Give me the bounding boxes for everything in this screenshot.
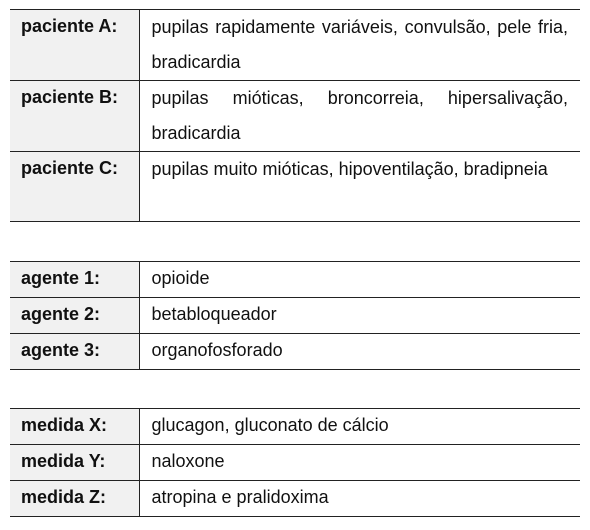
agentes-table <box>10 261 580 370</box>
table-row <box>10 334 580 370</box>
table-row <box>10 152 580 222</box>
agente-2-label: agente 2: <box>10 298 139 334</box>
medida-y-value: naloxone <box>151 451 225 471</box>
table-row <box>10 262 580 298</box>
medidas-table <box>10 408 580 517</box>
medida-x-value: glucagon, gluconato de cálcio <box>151 415 389 435</box>
agente-3-value: organofosforado <box>151 340 283 360</box>
paciente-b-label: paciente B: <box>10 81 139 152</box>
agente-2-value: betabloqueador <box>151 304 277 324</box>
table-row <box>10 298 580 334</box>
agente-1-value: opioide <box>151 268 210 288</box>
medida-z-value: atropina e pralidoxima <box>151 487 329 507</box>
agente-3-label: agente 3: <box>10 334 139 370</box>
medida-x-label: medida X: <box>10 409 139 445</box>
paciente-a-value: pupilas rapidamente variáveis, convulsão, pele fria, bradicardia <box>151 17 568 72</box>
table-row <box>10 481 580 517</box>
table-row <box>10 10 580 81</box>
paciente-a-label: paciente A: <box>10 10 139 81</box>
table-row <box>10 445 580 481</box>
medida-y-label: medida Y: <box>10 445 139 481</box>
medida-z-label: medida Z: <box>10 481 139 517</box>
pacientes-table <box>10 9 580 222</box>
paciente-c-value: pupilas muito mióticas, hipoventilação, bradipneia <box>151 159 548 179</box>
table-row <box>10 81 580 152</box>
paciente-c-label: paciente C: <box>10 152 139 222</box>
paciente-b-value: pupilas mióticas, broncorreia, hipersalivação, bradicardia <box>151 88 568 143</box>
agente-1-label: agente 1: <box>10 262 139 298</box>
table-row <box>10 409 580 445</box>
